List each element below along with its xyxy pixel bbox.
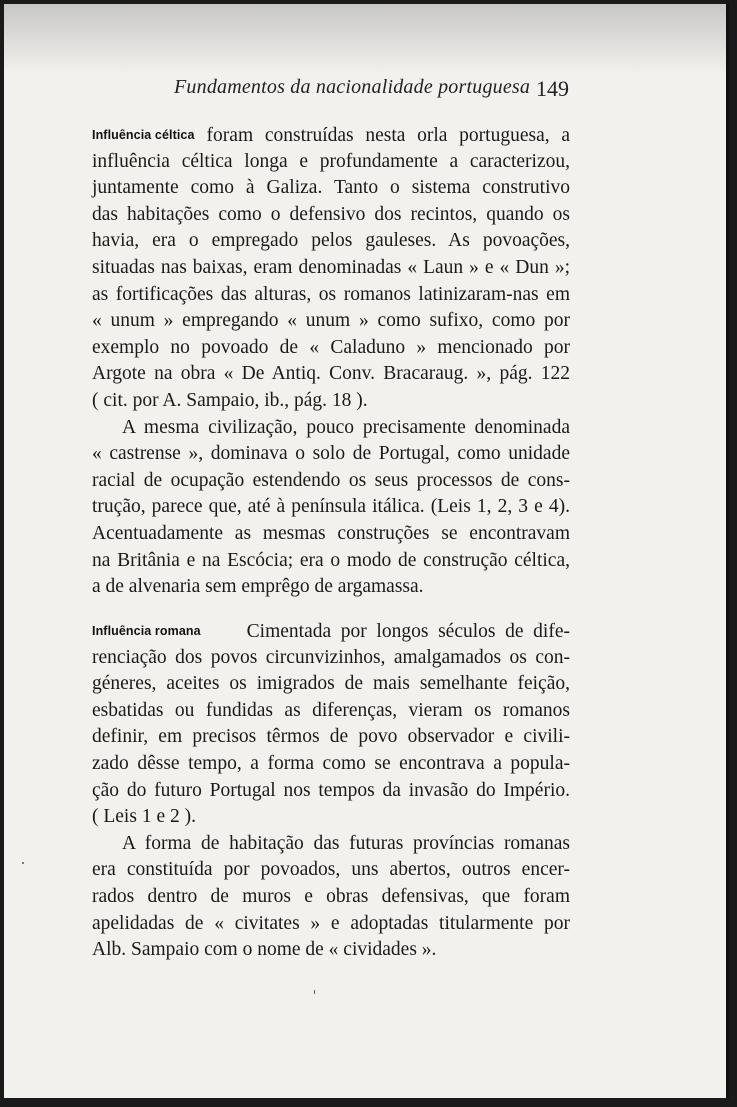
text-line: Argote na obra « De Antiq. Conv. Bracaraug. », pág. 122	[92, 363, 570, 385]
text-line: rados dentro de muros e obras defensivas, que foram	[92, 885, 570, 907]
scan-speck	[22, 862, 24, 864]
text-line: ção do futuro Portugal nos tempos da invasão do Império.	[92, 779, 570, 801]
text-line	[92, 122, 570, 149]
page-header	[174, 74, 726, 104]
text-line: Alb. Sampaio com o nome de « cividades ».	[92, 939, 437, 961]
section-celtic	[92, 122, 570, 601]
text-line-content: Cimentada por longos séculos de dife-	[246, 621, 570, 642]
page-number: 149	[536, 76, 569, 101]
text-line: « unum » empregando « unum » como sufixo, como por	[92, 310, 570, 332]
text-line: na Britânia e na Escócia; era o modo de construção céltica,	[92, 549, 570, 571]
text-line: era constituída por povoados, uns abertos, outros encer-	[92, 859, 570, 881]
text-line: racial de ocupação estendendo os seus processos de cons-	[92, 469, 570, 491]
text-line: apelidadas de « civitates » e adoptadas titularmente por	[92, 912, 570, 934]
scan-speck	[314, 990, 315, 994]
text-line: as fortificações das alturas, os romanos latinizaram-nas em	[92, 283, 570, 305]
text-line: das habitações como o defensivo dos recintos, quando os	[92, 203, 570, 225]
text-line: ( Leis 1 e 2 ).	[92, 806, 196, 828]
running-title: Fundamentos da nacionalidade portuguesa	[174, 76, 531, 98]
marginal-heading-roman: Influência romana	[92, 624, 201, 638]
text-line: renciação dos povos circunvizinhos, amalgamados os con-	[92, 646, 570, 668]
text-line: géneres, aceites os imigrados de mais semelhante feição,	[92, 673, 570, 695]
text-line: havia, era o empregado pelos gauleses. As povoações,	[92, 230, 570, 252]
text-line: « castrense », dominava o solo de Portugal, como unidade	[92, 443, 570, 465]
text-line: situadas nas baixas, eram denominadas « Laun » e « Dun »;	[92, 256, 570, 278]
text-line: zado dêsse tempo, a forma como se encontrava a popula-	[92, 752, 570, 774]
text-line: a de alvenaria sem emprêgo de argamassa.	[92, 576, 424, 598]
scan-shadow	[4, 4, 726, 74]
text-line: ( cit. por A. Sampaio, ib., pág. 18 ).	[92, 389, 368, 411]
text-line-content: foram construídas nesta orla portuguesa, a	[206, 125, 570, 146]
text-line: exemplo no povoado de « Caladuno » mencionado por	[92, 336, 570, 358]
text-line: esbatidas ou fundidas as diferenças, vieram os romanos	[92, 699, 570, 721]
text-line: trução, parece que, até à península itálica. (Leis 1, 2, 3 e 4).	[92, 496, 570, 518]
section-roman	[92, 618, 570, 964]
book-page	[4, 4, 729, 1098]
text-line: A forma de habitação das futuras províncias romanas	[122, 832, 570, 854]
marginal-heading-celtic: Influência céltica	[92, 128, 195, 142]
text-line: juntamente como à Galiza. Tanto o sistema construtivo	[92, 177, 570, 199]
text-line: A mesma civilização, pouco precisamente denominada	[122, 416, 570, 438]
text-line: influência céltica longa e profundamente a caracterizou,	[92, 150, 570, 172]
text-line: Acentuadamente as mesmas construções se encontravam	[92, 522, 570, 544]
text-line: definir, em precisos têrmos de povo observador e civili-	[92, 726, 570, 748]
text-line	[92, 618, 570, 645]
